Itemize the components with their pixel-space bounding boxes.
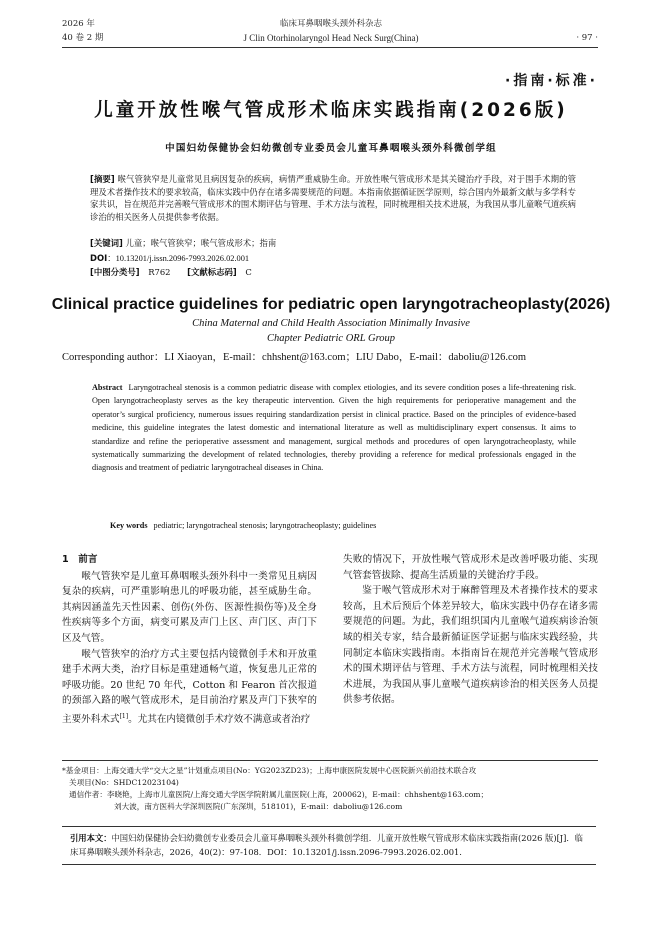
abstract-en-label: Abstract [92,383,123,392]
keywords-cn-text: 儿童；喉气管狭窄；喉气管成形术；指南 [125,238,277,248]
abstract-en-text: Laryngotracheal stenosis is a common pediatric disease with complex etiologies, and its severe condition poses a life-threatening risk. Open laryngotracheoplasty serves as the key therapeutic intervention. Given the high requirements for perioperative management and the operator’s surgical proficiency, numerous issues requiring standardization persist in clinical practice. Based on the principles of evidence-based medicine, this guideline integrates the latest domestic and international literature as well as multidisciplinary expert consensus. It aims to standardize and refine the perioperative assessment and management, surgical methods and procedures of open laryngotracheoplasty, while systematically summarizing the development of related technologies, thereby providing a reference for medical professionals engaged in the diagnosis and treatment of pediatric laryngotracheal diseases in China. [92,383,576,473]
body-paragraph [62,647,317,728]
authors-cn: 中国妇幼保健协会妇幼微创专业委员会儿童耳鼻咽喉头颈外科微创学组 [165,143,497,154]
doi-value: ：10.13201/j.issn.2096-7993.2026.02.001 [107,254,250,263]
keywords-en [110,521,580,530]
article-title-en: Clinical practice guidelines for pediatric open laryngotracheoplasty(2026) [51,296,611,313]
body-paragraph: 失败的情况下，开放性喉气管成形术是改善呼吸功能、实现气管套管拔除、提高生活质量的关键治疗手段。 [343,554,598,581]
abstract-cn-label: [摘要] [90,174,115,184]
abstract-cn-text: 喉气管狭窄是儿童常见且病因复杂的疾病，病情严重威胁生命。开放性喉气管成形术是其关键治疗手段，对于围手术期的管理及术者操作技术的要求较高，临床实践中仍存在诸多需要规范的问题。本指南依据循证医学原则，综合国内外最新文献与多学科专家共识，旨在规范并完善喉气管成形术的围术期评估与管理、手术方法与流程，同时梳理相关技术进展，为我国从事儿童喉气道疾病诊治的相关医务人员提供参考依据。 [90,174,576,222]
body-paragraph: 喉气管狭窄是儿童耳鼻咽喉头颈外科中一类常见且病因复杂的疾病，可严重影响患儿的呼吸功能，甚至威胁生命。其病因涵盖先天性因素、创伤(外伤、医源性损伤等)及全身性疾病等多个方面，病变可累及声门上区、声门区、声门下区及气管。 [62,570,317,644]
classification-label: [中图分类号] [90,267,140,277]
header-page-number: · 97 · [576,33,598,43]
header-journal-en: J Clin Otorhinolaryngol Head Neck Surg(China) [243,33,419,43]
footnote-rule [62,760,598,761]
footnote-author-line-1: 通信作者：李晓艳，上海市儿童医院/上海交通大学医学院附属儿童医院(上海，200062)，E-mail：chhshent@163.com； [69,790,489,799]
classification-value: R762 [148,267,171,277]
organization-en-line-1: China Maternal and Child Health Association Minimally Invasive [192,318,470,329]
body-paragraph: 鉴于喉气管成形术对于麻醉管理及术者操作技术的要求较高，且术后预后个体差异较大，临床实践中仍存在诸多需要规范的问题。为此，我们组织国内儿童喉气道疾病诊治领域的相关专家，结合最新循证医学证据与临床实践经验，共同制定本临床实践指南。本指南旨在规范并完善喉气管成形术的围术期评估与管理、手术方法与流程，同时梳理相关技术进展，为我国从事儿童喉气道疾病诊治的相关医务人员提供参考依据。 [343,585,598,706]
reference-marker[interactable]: [1] [119,712,129,720]
body-column-left [62,552,317,728]
classification-line [90,266,576,279]
citation-label: 引用本文： [70,833,112,843]
doi-label: DOI [90,253,108,263]
footnote-funding-line-2: 关项目(No：SHDC12023104) [69,778,179,787]
footnote-author-line-2: 刘大波，南方医科大学深圳医院(广东深圳，518101)，E-mail：daboliu@126.com [114,802,403,811]
footnote-funding-line-1: *基金项目：上海交通大学“交大之星”计划重点项目(No：YG2023ZD23)；上海申康医院发展中心医院新兴前沿技术联合攻 [62,766,477,775]
footnote [62,765,598,813]
abstract-cn [90,173,576,223]
article-title-cn: 儿童开放性喉气管成形术临床实践指南(2026版) [94,100,568,121]
keywords-cn-label: [关键词] [90,238,123,248]
document-code-label: [文献标志码] [187,267,237,277]
body-column-right [343,552,598,708]
section-heading-introduction: 1 前言 [62,554,98,565]
header-volume: 40 卷 2 期 [62,33,104,43]
body-text: 。尤其在内镜微创手术疗效不满意或者治疗 [128,714,311,726]
keywords-en-text: pediatric; laryngotracheal stenosis; laryngotracheoplasty; guidelines [153,521,377,530]
section-tag: ·指南·标准· [505,73,598,89]
header-journal-cn: 临床耳鼻咽喉头颈外科杂志 [279,19,382,29]
keywords-en-label: Key words [110,521,148,530]
abstract-en [92,381,576,475]
citation-text: 中国妇幼保健协会妇幼微创专业委员会儿童耳鼻咽喉头颈外科微创学组．儿童开放性喉气管成形术临床实践指南(2026 版)[J]．临床耳鼻咽喉头颈外科杂志，2026，40(2)：97-108．DOI：10.13201/j.issn.2096-7993.2026.02.001. [70,833,583,857]
organization-en-line-2: Chapter Pediatric ORL Group [266,333,396,344]
keywords-cn [90,237,576,250]
citation-box [62,826,596,865]
document-code-value: C [245,267,252,277]
header-rule [62,47,598,48]
corresponding-author: Corresponding author：LI Xiaoyan，E-mail：chhshent@163.com；LIU Dabo，E-mail：daboliu@126.com [62,352,527,363]
header-year: 2026 年 [62,19,95,29]
body-text: 喉气管狭窄的治疗方式主要包括内镜微创手术和开放重建手术两大类，治疗目标是重建通畅气道，恢复患儿正常的呼吸功能。20 世纪 70 年代，Cotton 和 Fearon 首次报道的颈部入路的喉气管成形术，是目前治疗累及声门下狭窄的主要外科术式 [62,648,317,726]
doi-line [90,252,576,266]
